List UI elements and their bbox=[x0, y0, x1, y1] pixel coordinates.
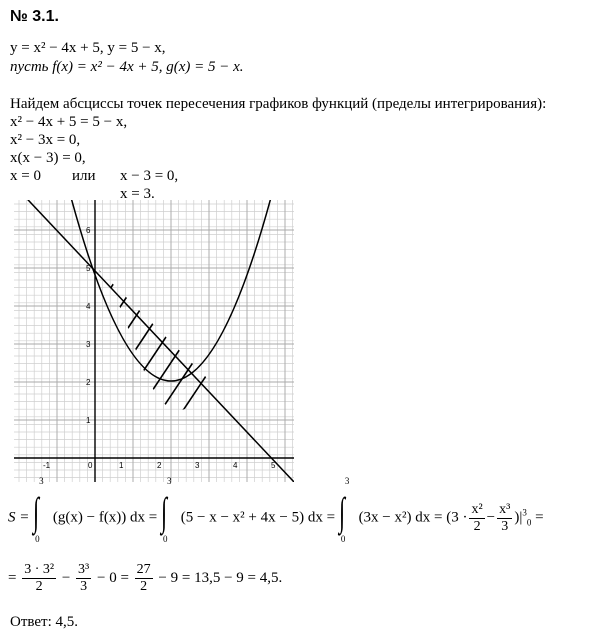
answer: Ответ: 4,5. bbox=[10, 614, 79, 630]
grid bbox=[14, 200, 294, 482]
equation-2: x² − 3x = 0, bbox=[10, 132, 81, 148]
equation-1: x² − 4x + 5 = 5 − x, bbox=[10, 114, 128, 130]
equation-3: x(x − 3) = 0, bbox=[10, 150, 86, 166]
upper-limit: 3 bbox=[522, 507, 527, 518]
integral-sign: ∫ 3 0 bbox=[33, 476, 44, 544]
or-word: или bbox=[72, 168, 96, 184]
x-tick-label: 2 bbox=[157, 461, 162, 470]
lower-limit: 0 bbox=[526, 517, 532, 528]
x-tick-label: 1 bbox=[119, 461, 124, 470]
equals-sign: = bbox=[8, 569, 17, 586]
y-tick-label: 2 bbox=[86, 378, 91, 387]
fraction: $\frac{\text{x²}}{2}$ bbox=[471, 501, 483, 534]
root-1: x = 0 bbox=[10, 168, 41, 184]
integral-sign: ∫ 3 0 bbox=[338, 476, 350, 544]
functions-line: y = x² − 4x + 5, y = 5 − x, bbox=[10, 40, 166, 56]
integral-sign: ∫ 3 0 bbox=[161, 476, 172, 544]
section-heading: Найдем абсциссы точек пересечения графиков функций (пределы интегрирования): bbox=[10, 96, 547, 112]
fraction: $\frac{\text{3³}}{3}$ bbox=[78, 562, 90, 594]
x-tick-label: 5 bbox=[271, 461, 276, 470]
integrand-1: (g(x) − f(x)) dx = bbox=[52, 509, 158, 526]
x-tick-label: 3 bbox=[195, 461, 200, 470]
minus-sign: − bbox=[61, 569, 71, 586]
integrand-3: (3x − x²) dx = bbox=[358, 509, 443, 526]
y-tick-label: 6 bbox=[86, 226, 91, 235]
minus-sign: − bbox=[486, 509, 496, 526]
x-tick-label: 4 bbox=[233, 461, 238, 470]
fraction: $\frac{27}{2}$ bbox=[136, 562, 151, 594]
evaluation-rest: − 9 = 13,5 − 9 = 4,5. bbox=[158, 569, 283, 586]
fraction: $\frac{\text{3 · 3²}}{2}$ bbox=[24, 562, 55, 594]
y-tick-label: 5 bbox=[86, 264, 91, 273]
minus-zero: − 0 = bbox=[97, 569, 129, 586]
evaluation-line bbox=[8, 562, 282, 595]
antiderivative-open: (3 · bbox=[446, 509, 468, 526]
integrand-2: (5 − x − x² + 4x − 5) dx = bbox=[180, 509, 336, 526]
function-definitions: пусть f(x) = x² − 4x + 5, g(x) = 5 − x. bbox=[10, 59, 244, 75]
equation-4: x − 3 = 0, bbox=[120, 168, 179, 184]
root-2: x = 3. bbox=[120, 186, 155, 202]
fraction: $\frac{\text{x³}}{3}$ bbox=[499, 501, 511, 534]
y-tick-label: 4 bbox=[86, 302, 91, 311]
integral-formula bbox=[8, 476, 544, 546]
y-tick-label: 3 bbox=[86, 340, 91, 349]
y-tick-label: 1 bbox=[86, 416, 91, 425]
function-graph bbox=[14, 200, 304, 482]
x-tick-label: -1 bbox=[43, 461, 51, 470]
equals-sign: = bbox=[535, 509, 544, 526]
problem-number: № 3.1. bbox=[10, 8, 59, 25]
origin-label: 0 bbox=[88, 461, 93, 470]
area-symbol: S = bbox=[8, 509, 30, 526]
antiderivative-close: )| bbox=[514, 509, 523, 526]
